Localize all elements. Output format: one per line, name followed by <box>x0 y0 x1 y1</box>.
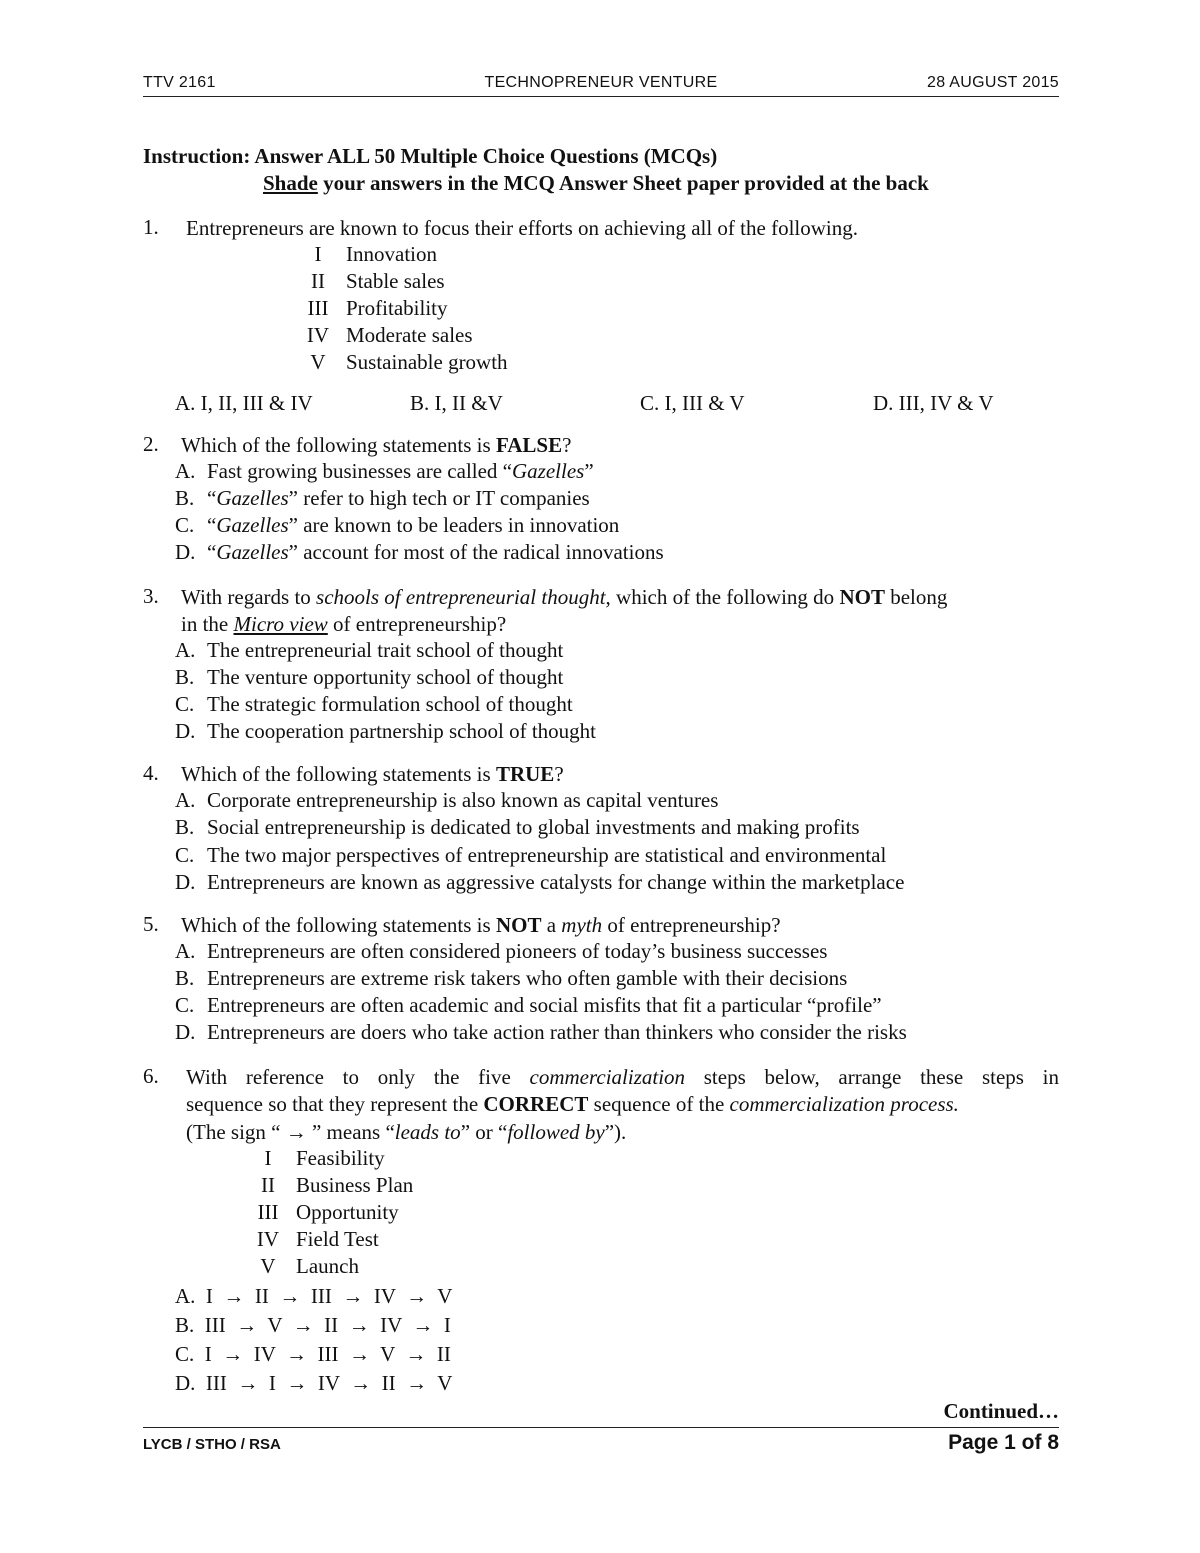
q1-option-b: B. I, II &V <box>410 391 503 415</box>
option-text: Entrepreneurs are extreme risk takers who often gamble with their decisions <box>207 966 848 990</box>
italic-term: commercialization process. <box>729 1092 959 1116</box>
option-text: Entrepreneurs are often academic and social misfits that fit a particular “profile” <box>207 993 882 1017</box>
roman-numeral: II <box>311 269 325 293</box>
roman-numeral: V <box>260 1254 276 1278</box>
q1-item <box>290 350 508 375</box>
text: Which of the following statements is <box>181 913 496 937</box>
q6-option-d: D. III → I → IV → II → V <box>175 1371 453 1395</box>
text: ” or “ <box>460 1120 508 1144</box>
q4-option-b <box>175 815 860 840</box>
item-text: Field Test <box>296 1227 379 1251</box>
q1-item <box>290 323 473 348</box>
q6-item <box>240 1173 413 1198</box>
question-number: 6. <box>143 1064 159 1088</box>
instruction-line-2 <box>263 170 929 197</box>
text: of entrepreneurship? <box>327 612 507 636</box>
item-text: Innovation <box>346 242 437 266</box>
q6-option-b: B. III → V → II → IV → I <box>175 1313 451 1337</box>
q6-item <box>240 1227 379 1252</box>
roman-numeral: III <box>257 1200 279 1224</box>
q2-option-d <box>175 540 664 565</box>
roman-numeral: III <box>307 296 329 320</box>
q2-option-a <box>175 459 594 484</box>
option-letter: A. <box>175 788 196 812</box>
text: “ <box>207 540 217 564</box>
shade-word: Shade <box>263 171 318 195</box>
text: Which of the following statements is <box>181 433 496 457</box>
page-of: of <box>1015 1431 1048 1454</box>
underlined-term: Micro view <box>233 612 328 636</box>
roman-numeral: IV <box>306 323 330 347</box>
italic-term: myth <box>561 913 603 937</box>
option-text: Social entrepreneurship is dedicated to global investments and making profits <box>207 815 860 839</box>
option-letter: A. <box>175 638 196 662</box>
q6-item <box>240 1254 359 1279</box>
q3-option-b <box>175 665 563 690</box>
text: Which of the following statements is <box>181 762 496 786</box>
option-letter: D. <box>175 540 196 564</box>
q1-option-d: D. III, IV & V <box>873 391 994 415</box>
instruction-line-1: Instruction: Answer ALL 50 Multiple Choice Questions (MCQs) <box>143 144 718 168</box>
emphasis: FALSE <box>495 433 563 457</box>
italic-term: Gazelles <box>512 459 585 483</box>
continued-label: Continued… <box>943 1399 1059 1423</box>
roman-numeral: II <box>261 1173 275 1197</box>
emphasis: NOT <box>839 585 885 609</box>
question-number: 1. <box>143 215 159 239</box>
italic-term: leads to <box>394 1120 461 1144</box>
text: a <box>541 913 562 937</box>
q4-option-a <box>175 788 718 813</box>
current-page: 1 <box>1004 1431 1016 1454</box>
option-text: Entrepreneurs are known as aggressive catalysts for change within the marketplace <box>207 870 905 894</box>
option-letter: A. <box>175 939 196 963</box>
text: With regards to <box>181 585 317 609</box>
italic-term: Gazelles <box>216 513 289 537</box>
q6-option-c: C. I → IV → III → V → II <box>175 1342 451 1366</box>
question-number: 3. <box>143 584 159 608</box>
roman-numeral: V <box>310 350 326 374</box>
text: ” are known to be leaders in innovation <box>288 513 620 537</box>
question-6-text-line-3 <box>186 1119 626 1146</box>
question-3-text-line-2 <box>181 611 506 638</box>
option-text: The two major perspectives of entrepreneurship are statistical and environmental <box>207 843 887 867</box>
q6-item <box>240 1200 399 1225</box>
q1-item <box>290 269 445 294</box>
roman-numeral: IV <box>256 1227 280 1251</box>
item-text: Business Plan <box>296 1173 414 1197</box>
text: ? <box>554 762 564 786</box>
q4-option-c <box>175 843 886 868</box>
text: ? <box>562 433 572 457</box>
total-pages: 8 <box>1047 1431 1059 1454</box>
q1-option-c: C. I, III & V <box>640 391 745 415</box>
text: sequence so that they represent the <box>186 1092 484 1116</box>
text: With reference to only the five <box>186 1065 530 1089</box>
item-text: Opportunity <box>296 1200 399 1224</box>
text: , which of the following do <box>605 585 840 609</box>
item-text: Profitability <box>346 296 448 320</box>
q4-option-d <box>175 870 904 895</box>
item-text: Launch <box>296 1254 359 1278</box>
text: “ <box>207 513 217 537</box>
course-title: TECHNOPRENEUR VENTURE <box>484 74 718 91</box>
question-1-text: Entrepreneurs are known to focus their efforts on achieving all of the following. <box>186 216 858 240</box>
course-code: TTV 2161 <box>143 74 216 91</box>
question-6-text-line-2 <box>186 1091 959 1118</box>
option-text: Corporate entrepreneurship is also known as capital ventures <box>207 788 719 812</box>
option-text: The cooperation partnership school of thought <box>207 719 596 743</box>
option-text: Entrepreneurs are doers who take action rather than thinkers who consider the risks <box>207 1020 907 1044</box>
option-letter: C. <box>175 692 195 716</box>
option-letter: A. <box>175 459 196 483</box>
text: ” account for most of the radical innovations <box>288 540 664 564</box>
option-text: Entrepreneurs are often considered pioneers of today’s business successes <box>207 939 828 963</box>
item-text: Stable sales <box>346 269 445 293</box>
page-header <box>143 74 1059 97</box>
q5-option-c <box>175 993 882 1018</box>
page-label: Page <box>948 1431 1005 1454</box>
option-text: The strategic formulation school of thought <box>207 692 573 716</box>
roman-numeral: I <box>314 242 322 266</box>
option-letter: D. <box>175 870 196 894</box>
roman-numeral: I <box>264 1146 272 1170</box>
text: ”). <box>604 1120 627 1144</box>
emphasis: CORRECT <box>483 1092 589 1116</box>
q3-option-c <box>175 692 573 717</box>
q3-option-a <box>175 638 563 663</box>
item-text: Sustainable growth <box>346 350 508 374</box>
text: steps below, arrange these steps in <box>685 1065 1059 1089</box>
footer-divider <box>143 1427 1059 1428</box>
item-text: Feasibility <box>296 1146 385 1170</box>
question-5-text <box>181 912 781 939</box>
option-text: The venture opportunity school of thought <box>207 665 564 689</box>
italic-term: Gazelles <box>216 540 289 564</box>
option-letter: C. <box>175 843 195 867</box>
q1-item <box>290 296 448 321</box>
question-6-text-line-1 <box>186 1064 1059 1091</box>
italic-term: commercialization <box>529 1065 686 1089</box>
option-letter: B. <box>175 815 195 839</box>
q2-option-c <box>175 513 619 538</box>
question-number: 4. <box>143 761 159 785</box>
text: of entrepreneurship? <box>602 913 781 937</box>
q5-option-a <box>175 939 827 964</box>
item-text: Moderate sales <box>346 323 473 347</box>
question-number: 5. <box>143 912 159 936</box>
text: sequence of the <box>588 1092 730 1116</box>
question-2-text <box>181 432 571 459</box>
option-text: The entrepreneurial trait school of thought <box>207 638 564 662</box>
question-number: 2. <box>143 432 159 456</box>
instruction-line-2-rest: your answers in the MCQ Answer Sheet paper provided at the back <box>317 171 929 195</box>
option-letter: C. <box>175 993 195 1017</box>
q5-option-b <box>175 966 847 991</box>
option-letter: D. <box>175 719 196 743</box>
text: (The sign “ → ” means “ <box>186 1120 395 1144</box>
emphasis: TRUE <box>495 762 555 786</box>
italic-term: schools of entrepreneurial thought <box>316 585 606 609</box>
text: in the <box>181 612 234 636</box>
text: ” <box>584 459 594 483</box>
option-letter: D. <box>175 1020 196 1044</box>
footer-authors: LYCB / STHO / RSA <box>143 1436 281 1453</box>
text: belong <box>884 585 948 609</box>
q2-option-b <box>175 486 590 511</box>
q6-option-a: A. I → II → III → IV → V <box>175 1284 453 1308</box>
exam-date: 28 AUGUST 2015 <box>927 74 1059 91</box>
option-letter: B. <box>175 486 195 510</box>
page-number <box>948 1431 1059 1455</box>
q3-option-d <box>175 719 596 744</box>
question-3-text <box>181 584 947 611</box>
q5-option-d <box>175 1020 907 1045</box>
option-letter: B. <box>175 966 195 990</box>
q1-option-a: A. I, II, III & IV <box>175 391 313 415</box>
question-4-text <box>181 761 564 788</box>
italic-term: Gazelles <box>216 486 289 510</box>
italic-term: followed by <box>507 1120 605 1144</box>
q6-item <box>240 1146 385 1171</box>
text: ” refer to high tech or IT companies <box>288 486 590 510</box>
text: “ <box>207 486 217 510</box>
option-letter: B. <box>175 665 195 689</box>
text: Fast growing businesses are called “ <box>207 459 513 483</box>
option-letter: C. <box>175 513 195 537</box>
q1-item <box>290 242 437 267</box>
emphasis: NOT <box>495 913 542 937</box>
